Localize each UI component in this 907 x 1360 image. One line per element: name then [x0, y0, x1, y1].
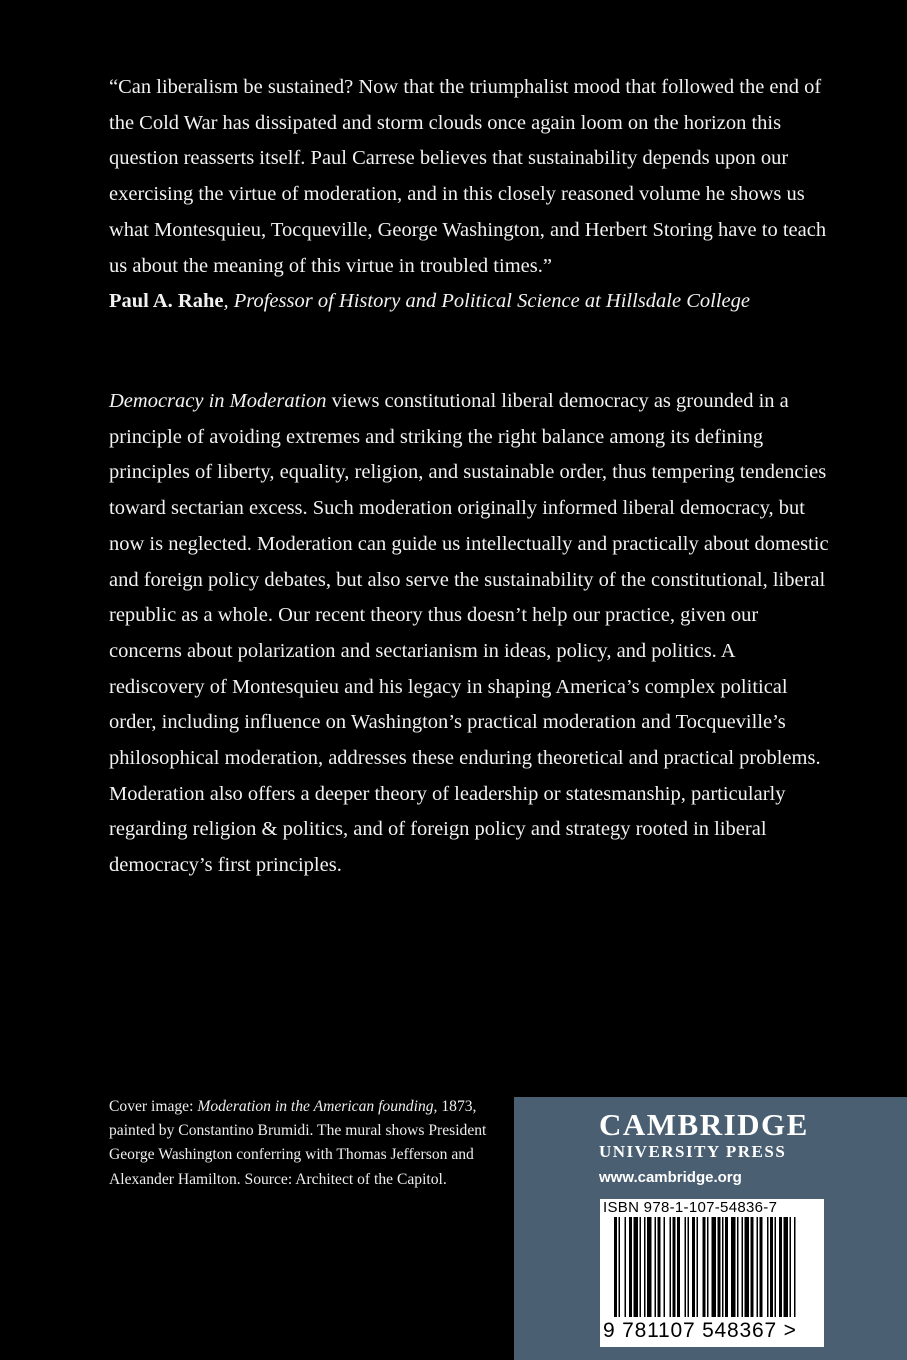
quote-text: “Can liberalism be sustained? Now that the triumphalist mood that followed the end of the Cold War has dissipated and storm clouds once again loom on the horizon this question reasserts itself. Paul Carrese believes that sustainability depends upon our exercising the virtue of moderation, and in this closely reasoned volume he shows us what Montesquieu, Tocqueville, George Washington, and Herbert Storing have to teach us about the meaning of this virtue in troubled times.” — [109, 76, 827, 277]
endorsement-quote — [109, 70, 829, 320]
quote-author-title: , Professor of History and Political Science at Hillsdale College — [223, 290, 750, 313]
publisher-name: CAMBRIDGE — [599, 1107, 809, 1142]
barcode-box — [600, 1199, 824, 1347]
quote-author: Paul A. Rahe — [109, 290, 224, 313]
publisher-subtitle: UNIVERSITY PRESS — [599, 1142, 787, 1161]
cover-image-credit — [109, 1095, 489, 1192]
barcode-digits: 9 781107 548367 > — [603, 1319, 797, 1342]
credit-text: , 1873, painted by Constantino Brumidi. The mural shows President George Washington conferring with Thomas Jefferson and Alexander Hamilton. Source: Architect of the Capitol. — [109, 1098, 487, 1188]
publisher-url: www.cambridge.org — [599, 1169, 742, 1186]
credit-artwork-title: Moderation in the American founding — [197, 1098, 434, 1115]
description-text: views constitutional liberal democracy as grounded in a principle of avoiding extremes and striking the right balance among its defining principles of liberty, equality, religion, and sustainable order, thus tempering tendencies toward sectarian excess. Such moderation originally informed liberal democracy, but now is neglected. Moderation can guide us intellectually and practically about domestic and foreign policy debates, but also serve the sustainability of the constitutional, liberal republic as a whole. Our recent theory thus doesn’t help our practice, given our concerns about polarization and sectarianism in ideas, policy, and politics. A rediscovery of Montesquieu and his legacy in shaping America’s complex political order, including influence on Washington’s practical moderation and Tocqueville’s philosophical moderation, addresses these enduring theoretical and practical problems. Moderation also offers a deeper theory of leadership or statesmanship, particularly regarding religion & politics, and of foreign policy and strategy rooted in liberal democracy’s first principles. — [109, 390, 829, 877]
book-description — [109, 384, 829, 884]
quote-attribution — [109, 284, 829, 320]
barcode-icon — [600, 1217, 824, 1321]
publisher-panel — [514, 1097, 907, 1360]
isbn-label: ISBN 978-1-107-54836-7 — [603, 1199, 778, 1216]
book-title: Democracy in Moderation — [109, 390, 327, 412]
credit-prefix: Cover image: — [109, 1098, 198, 1115]
